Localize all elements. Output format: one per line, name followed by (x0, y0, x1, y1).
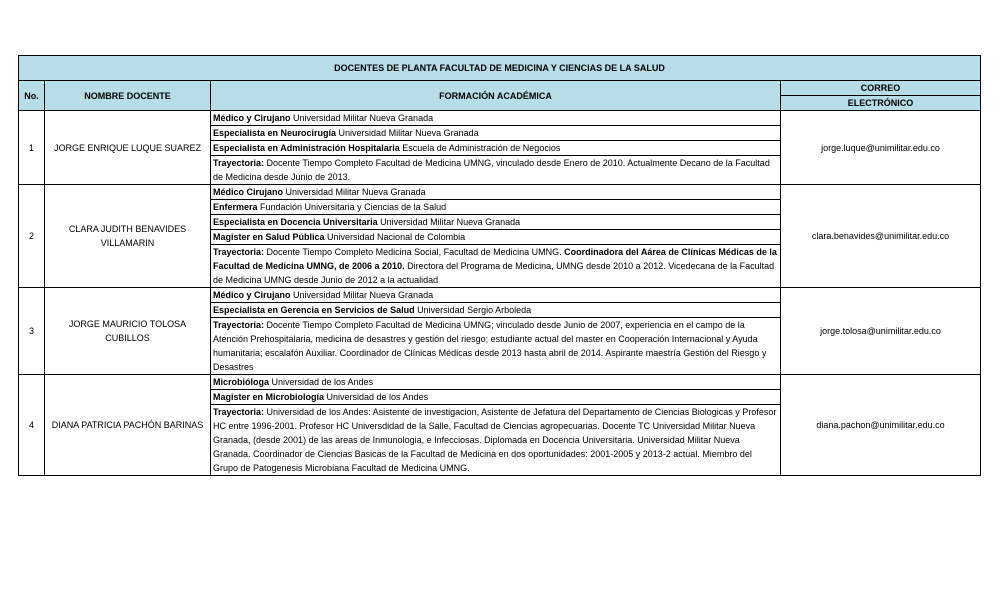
formacion-institution: Universidad de los Andes (269, 377, 374, 387)
formacion-degree: Trayectoria: (213, 320, 265, 330)
formacion-degree: Enfermera (213, 202, 258, 212)
cell-no: 1 (19, 111, 45, 185)
formacion-item (211, 390, 780, 405)
formacion-degree: Magister en Microbiología (213, 392, 325, 402)
formacion-institution: Universidad Militar Nueva Granada (336, 128, 479, 138)
cell-no: 3 (19, 288, 45, 375)
cell-nombre-docente: JORGE MAURICIO TOLOSA CUBILLOS (45, 288, 211, 375)
formacion-institution: Docente Tiempo Completo Facultad de Medicina UMNG; vinculado desde Junio de 2007, experiencia en el campo de la Atención Prehospitalaria, medicina de desastres y gestión del riesgo; estudiante actual del master en Cooperación Internacional y Ayuda humanitaria; escalafón Auxiliar. Coordinador de Clínicas Médicas desde 2013 hasta abril de 2014. Aspirante maestría Gestión del Riesgo y Desastres (213, 320, 767, 372)
formacion-degree: Médico y Cirujano (213, 113, 291, 123)
table-title: DOCENTES DE PLANTA FACULTAD DE MEDICINA Y CIENCIAS DE LA SALUD (19, 56, 981, 81)
formacion-institution: Universidad de los Andes: Asistente de investigacion, Asistente de Jefatura del Departamento de Ciencias Biologicas y Profesor HC entre 1996-2001. Profesor HC Universdidad de la Salle, Facultad de Ciencias agropecuarias. Docente TC Universidad Militar Nueva Granada, (desde 2001) de las areas de Inmunologia, e Infecciosas. Diplomada en Docencia Universitaria. Universidad Militar Nueva Granada. Coordinador de Ciencias Basicas de la Facultad de Medicina en dos oportunidades: 2001-2005 y 2013-2 actual. Miembro del Grupo de Patogenesis Microbiana Facultad de Medicina UMNG. (213, 407, 777, 473)
header-no: No. (19, 81, 45, 111)
formacion-item (211, 318, 780, 374)
formacion-item (211, 375, 780, 390)
formacion-institution: Docente Tiempo Completo Medicina Social, Facultad de Medicina UMNG. (264, 247, 562, 257)
table-row (19, 375, 981, 476)
formacion-institution: Universidad de los Andes (324, 392, 429, 402)
formacion-item (211, 156, 780, 184)
faculty-table (18, 55, 981, 476)
formacion-item (211, 200, 780, 215)
cell-no: 4 (19, 375, 45, 476)
header-nombre: NOMBRE DOCENTE (45, 81, 211, 111)
formacion-institution: Universidad Militar Nueva Granada (290, 290, 434, 300)
cell-formacion (211, 288, 781, 375)
cell-correo: diana.pachon@unimilitar.edu.co (781, 375, 981, 476)
cell-correo: clara.benavides@unimilitar.edu.co (781, 185, 981, 288)
formacion-degree: Magister en Salud Pública (213, 232, 325, 242)
header-formacion: FORMACIÓN ACADÉMICA (211, 81, 781, 111)
formacion-degree: Especialista en Docencia Universitaria (213, 217, 378, 227)
formacion-institution: Escuela de Administración de Negocios (399, 143, 561, 153)
formacion-degree: Especialista en Gerencia en Servicios de Salud (213, 305, 415, 315)
formacion-item (211, 245, 780, 287)
header-correo: CORREO (781, 81, 981, 96)
formacion-degree: Trayectoria: (213, 247, 265, 257)
formacion-degree: Microbióloga (213, 377, 269, 387)
cell-correo: jorge.tolosa@unimilitar.edu.co (781, 288, 981, 375)
table-row (19, 111, 981, 185)
spreadsheet (18, 55, 980, 476)
formacion-degree: Médico Cirujano (213, 187, 284, 197)
header-electronico: ELECTRÓNICO (781, 96, 981, 111)
formacion-institution: Universidad Nacional de Colombia (324, 232, 466, 242)
formacion-item (211, 230, 780, 245)
formacion-item (211, 111, 780, 126)
cell-nombre-docente: JORGE ENRIQUE LUQUE SUAREZ (45, 111, 211, 185)
formacion-institution: Universidad Militar Nueva Granada (290, 113, 434, 123)
cell-nombre-docente: DIANA PATRICIA PACHÓN BARINAS (45, 375, 211, 476)
formacion-institution: Universidad Sergio Arboleda (414, 305, 532, 315)
formacion-degree: Trayectoria: (213, 407, 265, 417)
formacion-detail: Directora del Programa de Medicina, UMNG desde 2010 a 2012. Vicedecana de la Facultad de Medicina UMNG desde Junio de 2012 a la actualidad (213, 261, 775, 285)
formacion-degree: Especialista en Neurocirugía (213, 128, 337, 138)
formacion-degree: Trayectoria: (213, 158, 265, 168)
formacion-highlight: Coordinadora del Aárea de Clínicas Médicas de la Facultad de Medicina UMNG, de 2006 a 2010. (213, 247, 777, 271)
formacion-item (211, 303, 780, 318)
cell-formacion (211, 375, 781, 476)
cell-correo: jorge.luque@unimilitar.edu.co (781, 111, 981, 185)
formacion-degree: Médico y Cirujano (213, 290, 291, 300)
formacion-institution: Universidad Militar Nueva Granada (377, 217, 521, 227)
formacion-item (211, 405, 780, 475)
formacion-item (211, 215, 780, 230)
formacion-item (211, 185, 780, 200)
formacion-institution: Universidad Militar Nueva Granada (283, 187, 426, 197)
table-row (19, 288, 981, 375)
cell-formacion (211, 185, 781, 288)
formacion-institution: Fundación Universitaria y Ciencias de la Salud (257, 202, 447, 212)
formacion-institution: Docente Tiempo Completo Facultad de Medicina UMNG, vinculado desde Enero de 2010. Actualmente Decano de la Facultad de Medicina desde Junio de 2013. (213, 158, 770, 182)
cell-formacion (211, 111, 781, 185)
formacion-item (211, 126, 780, 141)
cell-nombre-docente: CLARA JUDITH BENAVIDES VILLAMARIN (45, 185, 211, 288)
formacion-item (211, 141, 780, 156)
formacion-degree: Especialista en Administración Hospitalaria (213, 143, 400, 153)
formacion-item (211, 288, 780, 303)
cell-no: 2 (19, 185, 45, 288)
table-row (19, 185, 981, 288)
